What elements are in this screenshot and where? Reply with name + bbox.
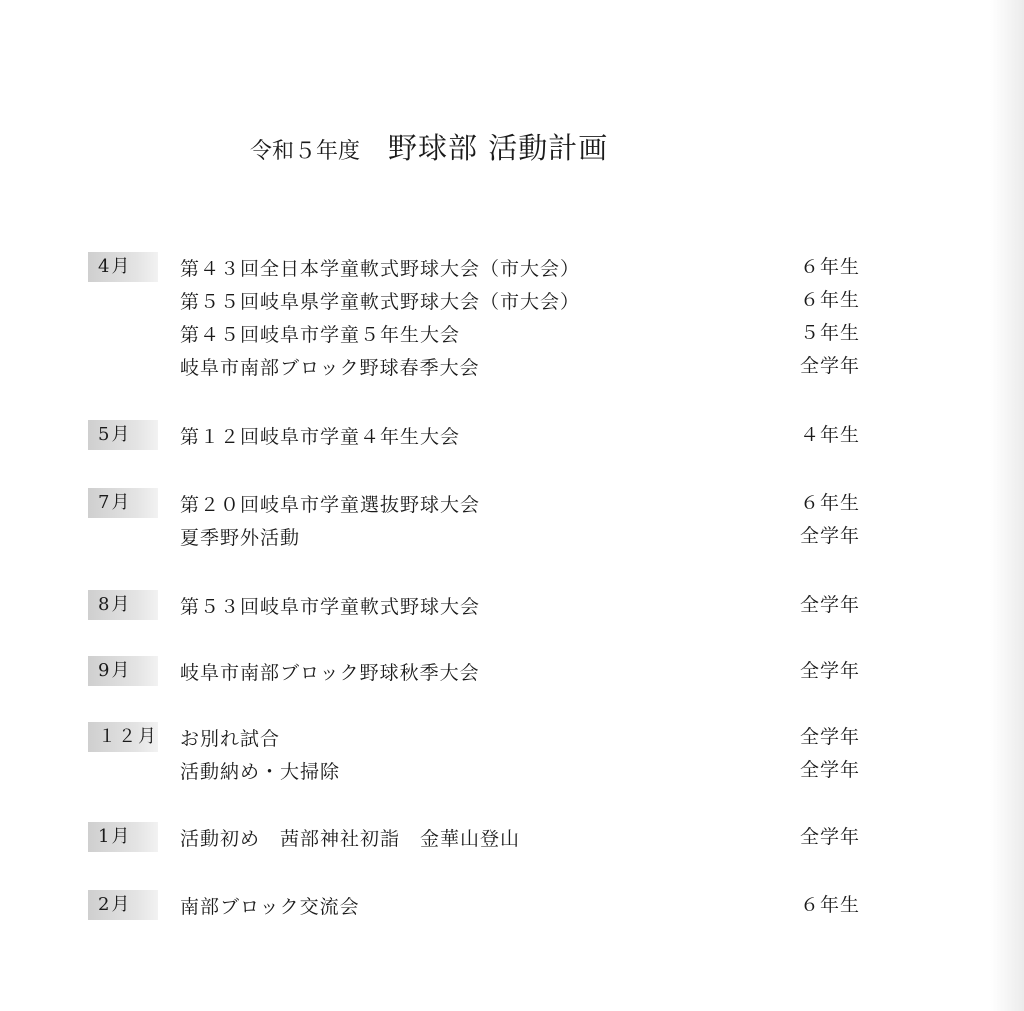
- schedule-row: [0, 656, 1024, 690]
- schedule-row: [0, 420, 1024, 454]
- event-grade: ６年生: [799, 894, 860, 916]
- month-label: 7月: [88, 488, 158, 518]
- month-label: 4月: [88, 252, 158, 282]
- event-name: 活動納め・大掃除: [180, 761, 341, 783]
- event-grade: 全学年: [799, 525, 860, 547]
- title-year: 令和５年度: [250, 139, 361, 164]
- event-grade: 全学年: [799, 759, 860, 781]
- schedule-row: [0, 590, 1024, 624]
- schedule-row: [0, 318, 1024, 352]
- event-name: 南部ブロック交流会: [180, 896, 360, 918]
- schedule-row: [0, 722, 1024, 756]
- event-grade: ５年生: [799, 322, 860, 344]
- schedule-row: [0, 351, 1024, 385]
- event-name: 第４３回全日本学童軟式野球大会（市大会）: [180, 258, 581, 280]
- title-main: 野球部 活動計画: [388, 131, 609, 165]
- month-label: 5月: [88, 420, 158, 450]
- month-label: 8月: [88, 590, 158, 620]
- month-label: 2月: [88, 890, 158, 920]
- event-name: 夏季野外活動: [180, 527, 301, 549]
- month-label: １２月: [88, 722, 158, 752]
- event-name: 第５５回岐阜県学童軟式野球大会（市大会）: [180, 291, 581, 313]
- event-grade: 全学年: [799, 826, 860, 848]
- event-name: 活動初め 茜部神社初詣 金華山登山: [180, 828, 521, 850]
- schedule-row: [0, 890, 1024, 924]
- event-name: 第４５回岐阜市学童５年生大会: [180, 324, 461, 346]
- event-name: 第１２回岐阜市学童４年生大会: [180, 426, 461, 448]
- event-name: 岐阜市南部ブロック野球秋季大会: [180, 662, 480, 684]
- event-grade: ４年生: [799, 424, 860, 446]
- schedule-row: [0, 521, 1024, 555]
- event-name: 第２０回岐阜市学童選抜野球大会: [180, 494, 481, 516]
- event-name: 岐阜市南部ブロック野球春季大会: [180, 357, 480, 379]
- schedule-row: [0, 285, 1024, 319]
- schedule-row: [0, 252, 1024, 286]
- page-title: [250, 126, 608, 167]
- event-grade: 全学年: [799, 660, 860, 682]
- event-grade: ６年生: [799, 492, 860, 514]
- event-grade: 全学年: [799, 355, 860, 377]
- schedule-row: [0, 822, 1024, 856]
- event-name: 第５３回岐阜市学童軟式野球大会: [180, 596, 481, 618]
- event-grade: 全学年: [799, 726, 860, 748]
- month-label: 1月: [88, 822, 158, 852]
- event-grade: ６年生: [799, 256, 860, 278]
- schedule-row: [0, 488, 1024, 522]
- month-label: 9月: [88, 656, 158, 686]
- event-grade: ６年生: [799, 289, 860, 311]
- event-name: お別れ試合: [180, 728, 281, 750]
- event-grade: 全学年: [799, 594, 860, 616]
- schedule-row: [0, 755, 1024, 789]
